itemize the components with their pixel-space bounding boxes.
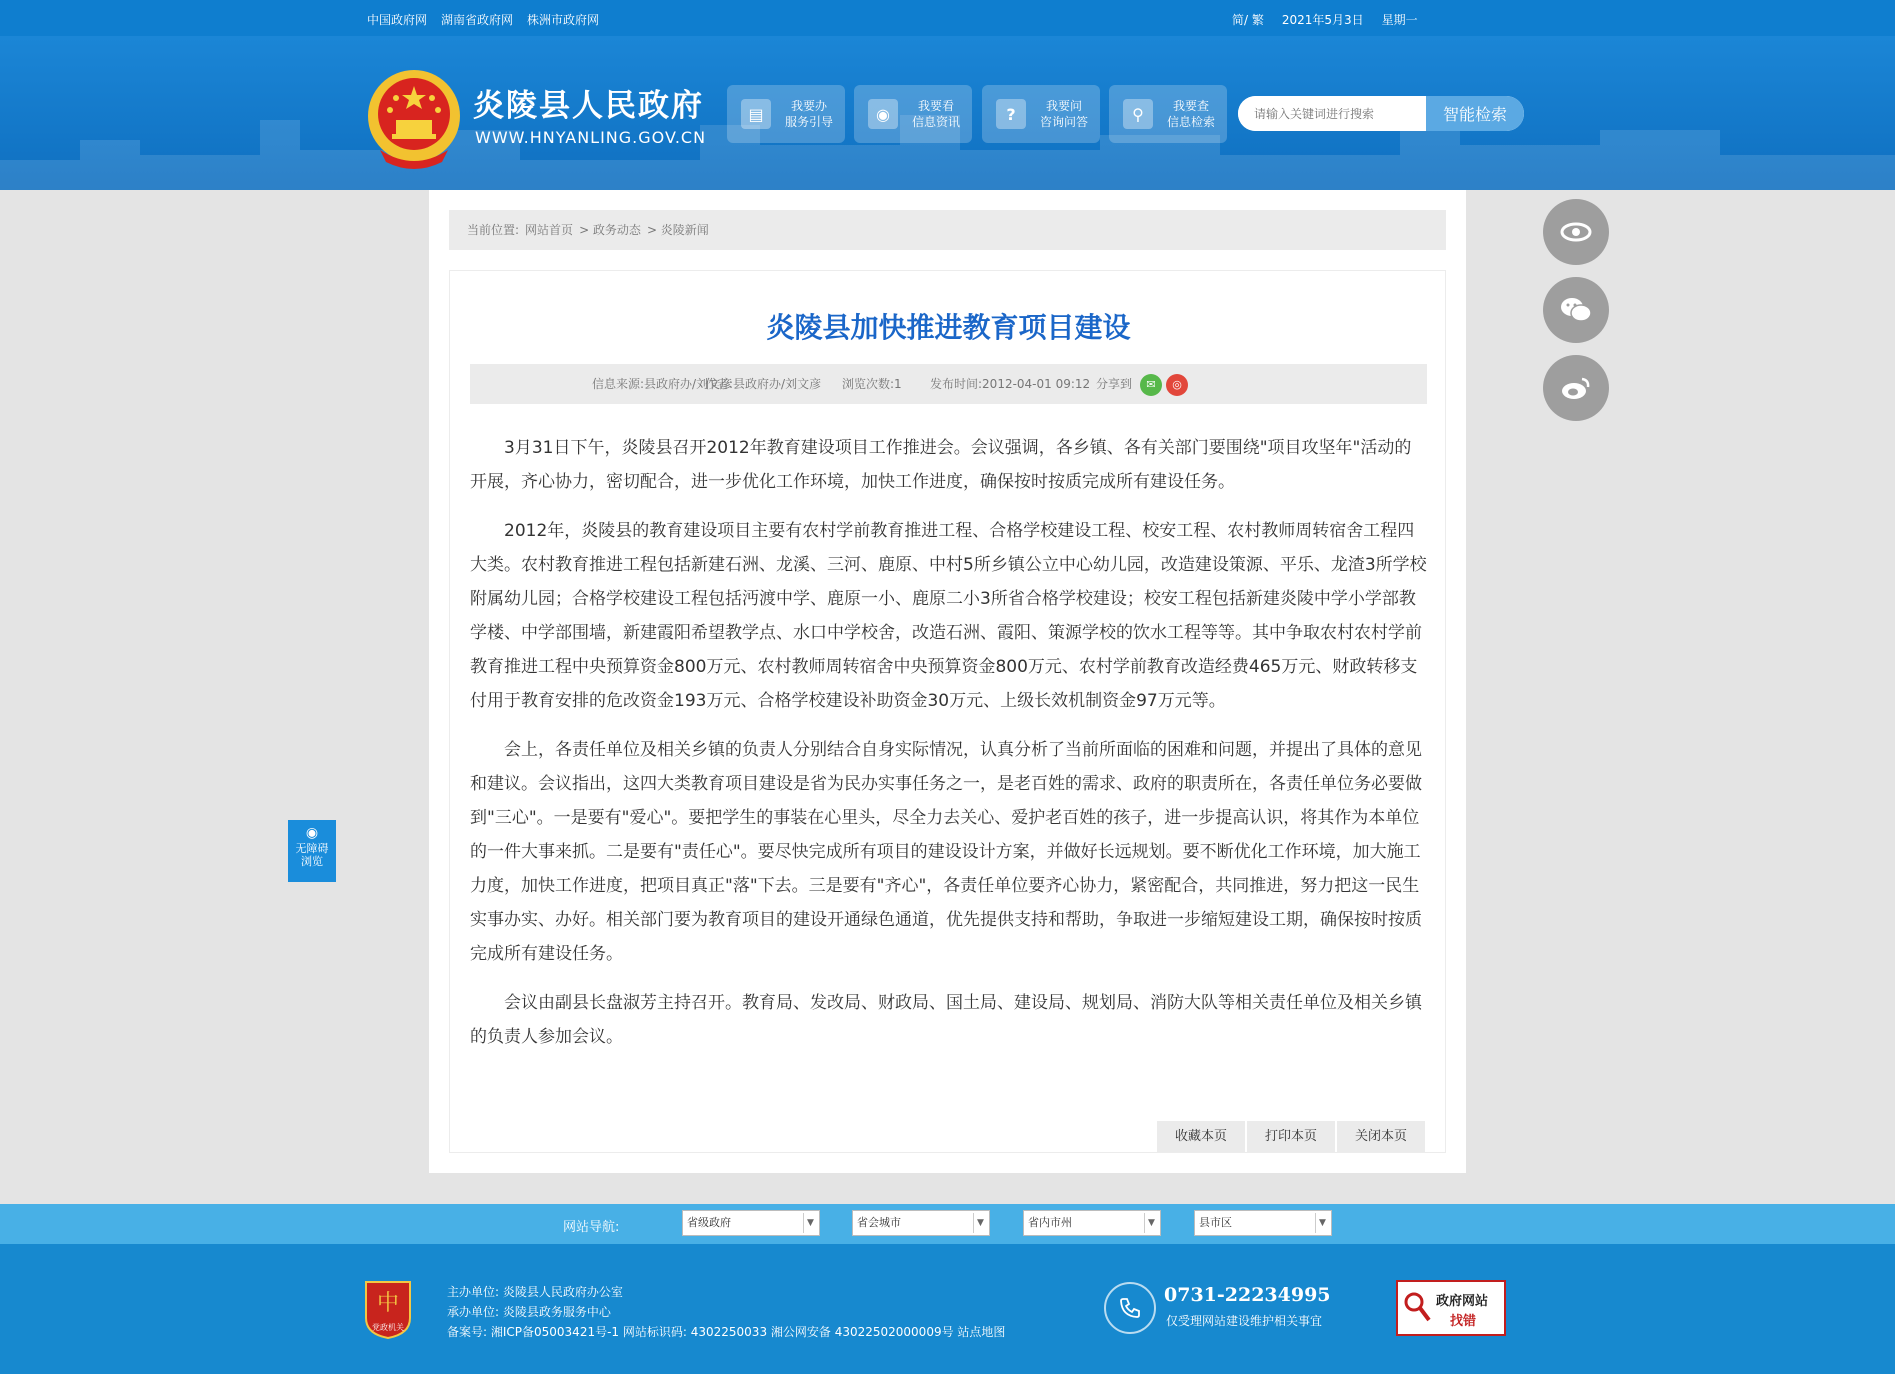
footer-record: 备案号: 湘ICP备05003421号-1 网站标识码: 4302250033 湘公网安备 43022502000009号 站点地图 <box>447 1325 1006 1339</box>
chevron-down-icon: ▼ <box>803 1213 817 1233</box>
site-footer <box>0 1244 1895 1374</box>
province-gov-select[interactable] <box>682 1210 820 1236</box>
meta-share-label: 分享到 <box>1096 377 1133 391</box>
accessibility-button[interactable] <box>288 820 336 882</box>
float-weibo-icon[interactable] <box>1543 355 1609 421</box>
meta-views: 浏览次数:1 <box>842 377 902 391</box>
meta-author: 作者:县政府办/刘文彦 <box>705 377 822 391</box>
search-box <box>1238 96 1524 131</box>
error-badge-line2: 找错 <box>1450 1314 1477 1329</box>
eye-icon: ◉ <box>868 99 898 129</box>
info-browse-button[interactable] <box>854 85 972 143</box>
link-gov-cn[interactable]: 中国政府网 <box>367 13 428 27</box>
search-icon: ⚲ <box>1123 99 1153 129</box>
wechat-share-icon[interactable]: ✉ <box>1140 374 1162 396</box>
breadcrumb-yanling-news[interactable]: > 炎陵新闻 <box>646 223 709 237</box>
meta-published: 发布时间:2012-04-01 09:12 <box>930 377 1091 391</box>
search-input[interactable] <box>1238 96 1426 131</box>
chevron-down-icon: ▼ <box>973 1213 987 1233</box>
date-text: 2021年5月3日 <box>1281 13 1364 27</box>
breadcrumb-label: 当前位置: <box>467 223 520 237</box>
phone-icon <box>1104 1282 1156 1334</box>
float-wechat-icon[interactable] <box>1543 277 1609 343</box>
document-icon: ▤ <box>741 99 771 129</box>
eye-icon: ◉ <box>305 825 319 841</box>
link-hunan-gov[interactable]: 湖南省政府网 <box>441 13 514 27</box>
question-icon: ? <box>996 99 1026 129</box>
print-page-button[interactable]: 打印本页 <box>1247 1121 1335 1152</box>
btn-line2: 咨询问答 <box>1040 115 1089 129</box>
site-title: 炎陵县人民政府 <box>473 88 704 124</box>
article-meta <box>470 364 1427 404</box>
logo-text: 党政机关 <box>372 1323 404 1332</box>
footer-info <box>447 1282 1005 1342</box>
party-gov-logo[interactable] <box>362 1278 414 1340</box>
btn-line2: 服务引导 <box>785 115 834 129</box>
province-city-select[interactable] <box>1023 1210 1161 1236</box>
article-paragraph: 会上，各责任单位及相关乡镇的负责人分别结合自身实际情况，认真分析了当前所面临的困难和问题，并提出了具体的意见和建议。会议指出，这四大类教育项目建设是省为民办实事任务之一，是老百姓的需求、政府的职责所在，各责任单位务必要做到"三心"。一是要有"爱心"。要把学生的事装在心里头，尽全力去关心、爱护老百姓的孩子，进一步提高认识，将其作为本单位的一件大事来抓。二是要有"责任心"。要尽快完成所有项目的建设设计方案，并做好长远规划。要不断优化工作环境，加大施工力度，加快工作进度，把项目真正"落"下去。三是要有"齐心"，各责任单位要齐心协力，紧密配合，共同推进，努力把这一民生实事办实、办好。相关部门要为教育项目的建设开通绿色通道，优先提供支持和帮助，争取进一步缩短建设工期，确保按时按质完成所有建设任务。 <box>470 740 1422 964</box>
lang-switch[interactable]: 简/ 繁 <box>1232 13 1264 27</box>
btn-line1: 我要问 <box>1046 99 1083 113</box>
site-header <box>0 36 1895 190</box>
select-value: 省内市州 <box>1028 1216 1072 1229</box>
smart-search-button[interactable]: 智能检索 <box>1426 96 1524 131</box>
btn-line1: 我要看 <box>918 99 955 113</box>
article-paragraph: 3月31日下午，炎陵县召开2012年教育建设项目工作推进会。会议强调，各乡镇、各有关部门要围绕"项目攻坚年"活动的开展，齐心协力，密切配合，进一步优化工作环境，加快工作进度，确保按时按质完成所有建设任务。 <box>470 438 1412 492</box>
weekday-text: 星期一 <box>1381 13 1418 27</box>
chevron-down-icon: ▼ <box>1144 1213 1158 1233</box>
consult-qa-button[interactable] <box>982 85 1100 143</box>
svg-text:中: 中 <box>376 1291 400 1316</box>
btn-line2: 信息资讯 <box>912 115 961 129</box>
service-guide-button[interactable] <box>727 85 845 143</box>
select-value: 省级政府 <box>687 1216 731 1229</box>
article-paragraph: 2012年，炎陵县的教育建设项目主要有农村学前教育推进工程、合格学校建设工程、校安工程、农村教师周转宿舍工程四大类。农村教育推进工程包括新建石洲、龙溪、三河、鹿原、中村5所乡镇公立中心幼儿园，改造建设策源、平乐、龙渣3所学校附属幼儿园；合格学校建设工程包括沔渡中学、鹿原一小、鹿原二小3所省合格学校建设；校安工程包括新建炎陵中学小学部教学楼、中学部围墙，新建霞阳希望教学点、水口中学校舍，改造石洲、霞阳、策源学校的饮水工程等等。其中争取农村农村学前教育推进工程中央预算资金800万元、农村教师周转宿舍中央预算资金800万元、农村学前教育改造经费465万元、财政转移支付用于教育安排的危改资金193万元、合格学校建设补助资金30万元、上级长效机制资金97万元等。 <box>470 521 1427 711</box>
footer-phone-note: 仅受理网站建设维护相关事宜 <box>1166 1314 1323 1328</box>
breadcrumb-home[interactable]: 网站首页 <box>525 223 574 237</box>
chevron-down-icon: ▼ <box>1315 1213 1329 1233</box>
link-zhuzhou-gov[interactable]: 株洲市政府网 <box>527 13 600 27</box>
close-page-button[interactable]: 关闭本页 <box>1337 1121 1425 1152</box>
error-badge-line1: 政府网站 <box>1436 1294 1489 1309</box>
info-search-button[interactable] <box>1109 85 1227 143</box>
county-select[interactable] <box>1194 1210 1332 1236</box>
site-nav-label: 网站导航: <box>563 1220 620 1235</box>
main-content <box>429 190 1466 1173</box>
site-nav-bar <box>0 1204 1895 1244</box>
footer-phone: 0731-22234995 <box>1164 1284 1331 1306</box>
site-domain: WWW.HNYANLING.GOV.CN <box>475 128 707 147</box>
weibo-share-icon[interactable]: ◎ <box>1166 374 1188 396</box>
gov-site-error-report-badge[interactable] <box>1396 1280 1506 1336</box>
gov-links <box>367 11 599 28</box>
magnifier-icon <box>1402 1288 1432 1328</box>
article <box>449 270 1446 1153</box>
capital-city-select[interactable] <box>852 1210 990 1236</box>
breadcrumb <box>449 210 1446 250</box>
breadcrumb-gov-news[interactable]: > 政务动态 <box>579 223 641 237</box>
top-bar <box>0 0 1895 36</box>
article-title: 炎陵县加快推进教育项目建设 <box>766 311 1131 344</box>
footer-organizer: 承办单位: 炎陵县政务服务中心 <box>447 1305 611 1319</box>
top-right-info <box>1232 11 1418 28</box>
meta-source: 信息来源:县政府办/刘文彦 <box>592 377 733 391</box>
national-emblem <box>366 68 462 172</box>
select-value: 省会城市 <box>857 1216 901 1229</box>
footer-host: 主办单位: 炎陵县人民政府办公室 <box>447 1285 623 1299</box>
article-paragraph: 会议由副县长盘淑芳主持召开。教育局、发改局、财政局、国土局、建设局、规划局、消防大队等相关责任单位及相关乡镇的负责人参加会议。 <box>470 993 1422 1047</box>
bookmark-page-button[interactable]: 收藏本页 <box>1157 1121 1245 1152</box>
article-body <box>470 431 1427 1069</box>
select-value: 县市区 <box>1199 1216 1232 1229</box>
access-line1: 无障碍 <box>295 842 329 855</box>
float-eye-icon[interactable] <box>1543 199 1609 265</box>
article-actions <box>1157 1121 1425 1152</box>
btn-line2: 信息检索 <box>1167 115 1216 129</box>
access-line2: 浏览 <box>301 855 323 868</box>
btn-line1: 我要办 <box>791 99 828 113</box>
btn-line1: 我要查 <box>1173 99 1210 113</box>
